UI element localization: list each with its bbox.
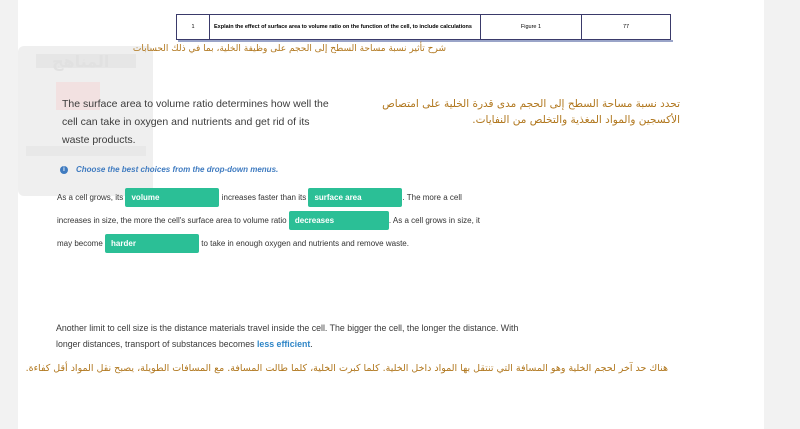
dropdown-surface-area[interactable]: surface area bbox=[308, 188, 402, 207]
fill-text: . The more a cell increases in size, the more the cell's surface area to volume ratio bbox=[57, 193, 462, 225]
instruction-text: Choose the best choices from the drop-down menus. bbox=[76, 165, 279, 174]
document-page bbox=[18, 0, 764, 429]
objective-question: Explain the effect of surface area to volume ratio on the function of the cell, to include calculations bbox=[210, 15, 481, 40]
arabic-intro-translation: تحدد نسبة مساحة السطح إلى الحجم مدى قدرة الخلية على امتصاص الأكسجين والمواد المغذية والتخلص من النفايات. bbox=[382, 98, 680, 126]
objective-figure: Figure 1 bbox=[481, 15, 582, 40]
fill-text: increases faster than its bbox=[221, 193, 307, 202]
info-icon: i bbox=[60, 166, 68, 174]
arabic-limit-translation: هناك حد آخر لحجم الخلية وهو المسافة التي تنتقل بها المواد داخل الخلية. كلما كبرت الخلية، كلما طالت المسافة. مع المسافات الطويلة، يصبح نقل المواد أقل كفاءة. bbox=[25, 363, 668, 374]
watermark-text: المناهج bbox=[52, 52, 110, 71]
fill-in-paragraph bbox=[57, 186, 487, 255]
objective-number: 1 bbox=[177, 15, 210, 40]
table-row bbox=[177, 15, 671, 40]
objective-table bbox=[176, 14, 671, 40]
intro-paragraph: The surface area to volume ratio determines how well the cell can take in oxygen and nutrients and get rid of its waste products. bbox=[62, 98, 329, 146]
instruction bbox=[60, 165, 278, 174]
fill-text: to take in enough oxygen and nutrients and remove waste. bbox=[201, 239, 409, 248]
arabic-title: شرح تأثير نسبة مساحة السطح إلى الحجم على وظيفة الخلية، بما في ذلك الحسابات bbox=[132, 44, 446, 54]
cell-size-limit-paragraph: Another limit to cell size is the distance materials travel inside the cell. The bigger the cell, the longer the distance. With longer distances, transport of substances becomes less efficient. bbox=[56, 323, 519, 349]
dropdown-harder[interactable]: harder bbox=[105, 234, 199, 253]
fill-text: As a cell grows, its bbox=[57, 193, 124, 202]
less-efficient-link[interactable]: less efficient bbox=[256, 339, 311, 349]
dropdown-decreases[interactable]: decreases bbox=[289, 211, 389, 230]
fill-text: . As a cell grows in size, it may become bbox=[57, 216, 481, 248]
objective-page: 77 bbox=[582, 15, 671, 40]
limit-text: Another limit to cell size is the distance materials travel inside the cell. The bigger the cell, the longer the distance. With longer distances, transport of substances becomes bbox=[56, 323, 519, 349]
dropdown-volume[interactable]: volume bbox=[125, 188, 219, 207]
